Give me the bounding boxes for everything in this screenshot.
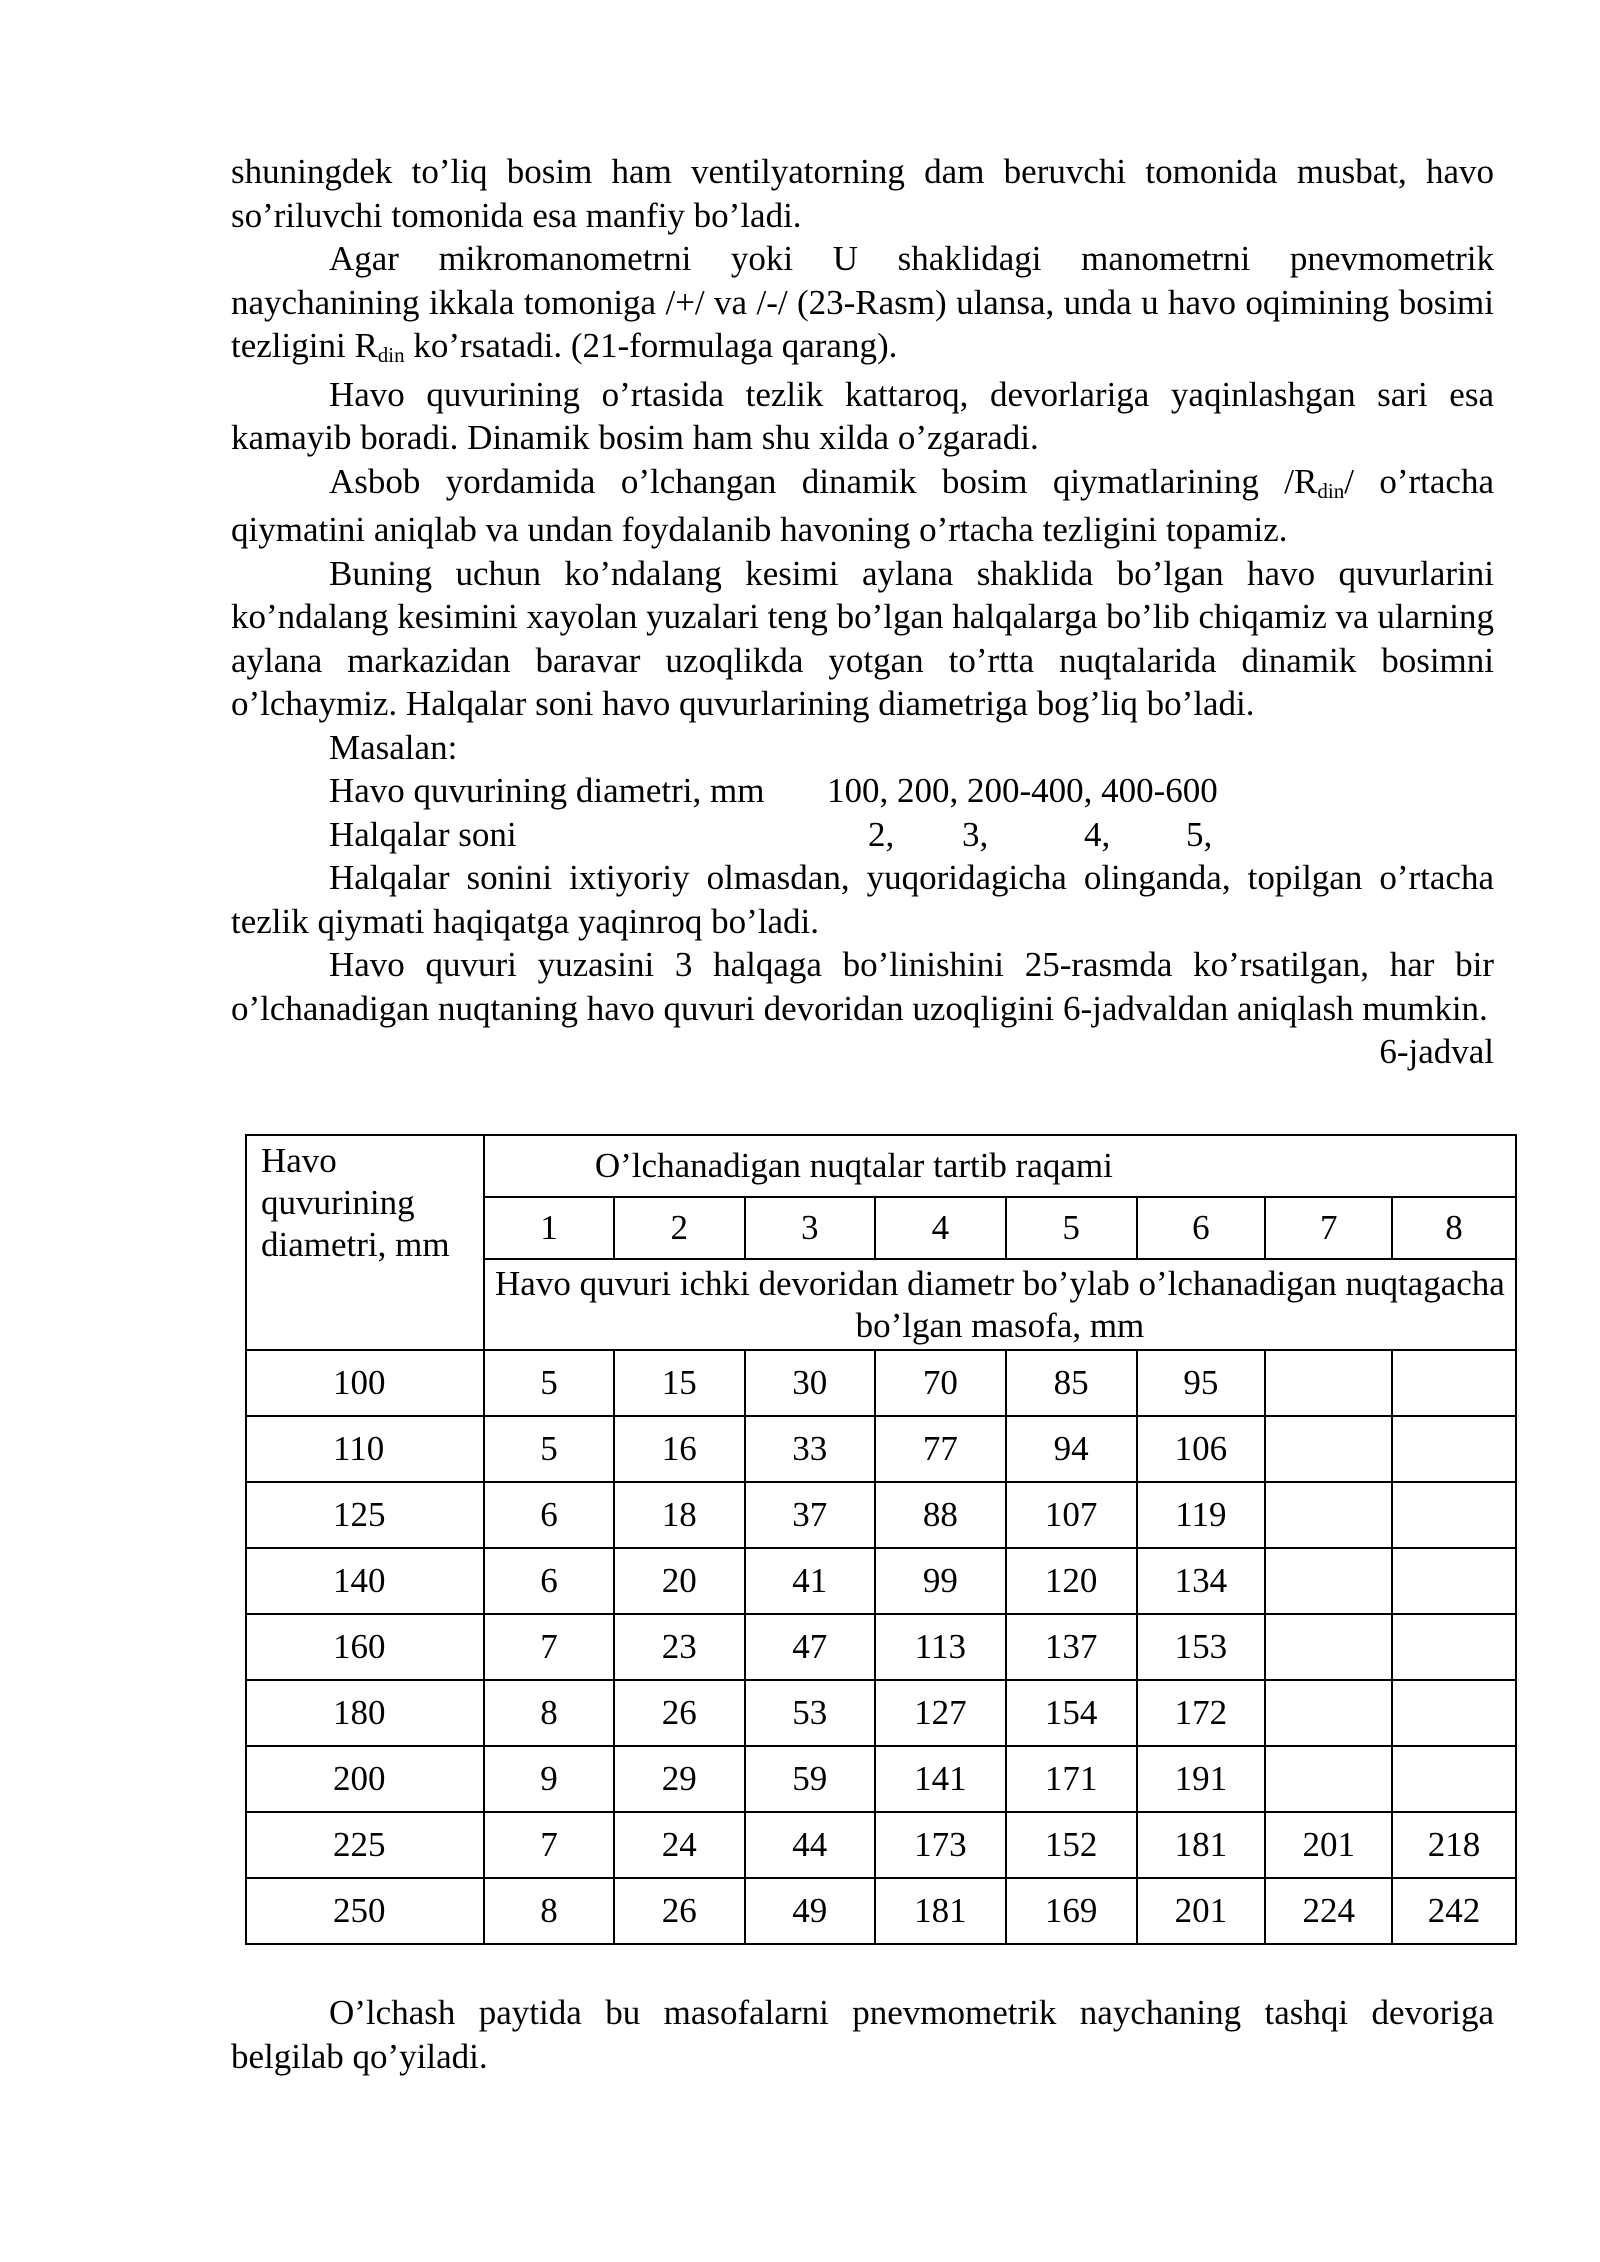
distance-cell: 224 xyxy=(1265,1878,1392,1944)
distance-cell: 20 xyxy=(614,1548,744,1614)
distance-cell: 53 xyxy=(745,1680,875,1746)
distance-cell xyxy=(1265,1350,1392,1416)
distance-cell xyxy=(1392,1614,1516,1680)
distance-cell: 23 xyxy=(614,1614,744,1680)
distance-cell: 106 xyxy=(1137,1416,1266,1482)
point-number-header: 6 xyxy=(1137,1197,1266,1259)
closing-section xyxy=(231,1991,1494,2078)
distance-cell: 5 xyxy=(484,1350,614,1416)
distance-cell: 70 xyxy=(875,1350,1006,1416)
distance-cell: 95 xyxy=(1137,1350,1266,1416)
paragraph-closing: O’lchash paytida bu masofalarni pnevmometrik naychaning tashqi devoriga belgilab qo’yiladi. xyxy=(231,1993,1494,2076)
distance-cell: 18 xyxy=(614,1482,744,1548)
point-number-header: 8 xyxy=(1392,1197,1516,1259)
table-row xyxy=(246,1812,1516,1878)
table-caption: 6-jadval xyxy=(1379,1032,1494,1071)
distance-cell xyxy=(1392,1482,1516,1548)
distance-cell xyxy=(1265,1416,1392,1482)
distance-cell: 113 xyxy=(875,1614,1006,1680)
distance-cell: 26 xyxy=(614,1680,744,1746)
distance-cell: 127 xyxy=(875,1680,1006,1746)
diameter-cell: 100 xyxy=(246,1350,484,1416)
distance-cell: 7 xyxy=(484,1614,614,1680)
table-row xyxy=(246,1548,1516,1614)
paragraph-ring-accuracy: Halqalar sonini ixtiyoriy olmasdan, yuqoridagicha olinganda, topilgan o’rtacha tezlik qiymati haqiqatga yaqinroq bo’ladi. xyxy=(231,858,1494,941)
distance-cell: 8 xyxy=(484,1680,614,1746)
subscript-din: din xyxy=(377,343,405,367)
table-row xyxy=(246,1482,1516,1548)
distance-cell xyxy=(1265,1548,1392,1614)
distance-cell: 41 xyxy=(745,1548,875,1614)
distance-cell: 120 xyxy=(1006,1548,1137,1614)
diameter-cell: 160 xyxy=(246,1614,484,1680)
point-number-group-header: O’lchanadigan nuqtalar tartib raqami xyxy=(484,1135,1516,1197)
paragraph-table-reference: Havo quvuri yuzasini 3 halqaga bo’linishini 25-rasmda ko’rsatilgan, har bir o’lchanadigan nuqtaning havo quvuri devoridan uzoqligini 6-jadvaldan aniqlash mumkin. xyxy=(231,945,1494,1028)
distance-cell: 9 xyxy=(484,1746,614,1812)
table-row xyxy=(246,1878,1516,1944)
distance-cell: 134 xyxy=(1137,1548,1266,1614)
distance-cell: 137 xyxy=(1006,1614,1137,1680)
diameter-cell: 125 xyxy=(246,1482,484,1548)
distance-cell: 119 xyxy=(1137,1482,1266,1548)
subscript-din: din xyxy=(1317,478,1345,503)
diameter-cell: 180 xyxy=(246,1680,484,1746)
distance-cell: 152 xyxy=(1006,1812,1137,1878)
distance-cell: 29 xyxy=(614,1746,744,1812)
distance-cell xyxy=(1392,1350,1516,1416)
document-page xyxy=(231,150,1494,1074)
distance-cell: 37 xyxy=(745,1482,875,1548)
distance-cell: 218 xyxy=(1392,1812,1516,1878)
distance-cell: 77 xyxy=(875,1416,1006,1482)
distance-cell: 181 xyxy=(875,1878,1006,1944)
distance-cell: 44 xyxy=(745,1812,875,1878)
distance-cell: 7 xyxy=(484,1812,614,1878)
diameter-cell: 200 xyxy=(246,1746,484,1812)
distance-cell xyxy=(1392,1746,1516,1812)
table-row xyxy=(246,1680,1516,1746)
distance-cell xyxy=(1265,1680,1392,1746)
distance-cell: 173 xyxy=(875,1812,1006,1878)
paragraph-pressure-sign: shuningdek to’liq bosim ham ventilyatorning dam beruvchi tomonida musbat, havo so’riluvchi tomonida esa manfiy bo’ladi. xyxy=(231,152,1494,235)
paragraph-rings-method: Buning uchun ko’ndalang kesimi aylana shaklida bo’lgan havo quvurlarini ko’ndalang kesimini xayolan yuzalari teng bo’lgan halqalarga bo’lib chiqamiz va ularning aylana markazidan baravar uzoqlikda yotgan to’rtta nuqtalarida dinamik bosimni o’lchaymiz. Halqalar soni havo quvurlarining diametriga bog’liq bo’ladi. xyxy=(231,553,1494,723)
table-row xyxy=(246,1614,1516,1680)
point-number-header: 3 xyxy=(745,1197,875,1259)
paragraph-mean-velocity: Asbob yordamida o’lchangan dinamik bosim qiymatlarining $/R_{din}/$ o’rtacha qiymatini aniqlab va undan foydalanib havoning o’rtacha tezligini topamiz. xyxy=(231,461,1494,549)
distance-cell xyxy=(1392,1680,1516,1746)
distance-cell: 24 xyxy=(614,1812,744,1878)
example-row-rings: Halqalar soni 2, 3, 4, 5, xyxy=(329,814,1213,854)
distance-cell: 16 xyxy=(614,1416,744,1482)
distance-cell xyxy=(1392,1416,1516,1482)
distance-cell: 242 xyxy=(1392,1878,1516,1944)
distance-cell: 85 xyxy=(1006,1350,1137,1416)
distance-cell xyxy=(1265,1614,1392,1680)
point-number-header: 1 xyxy=(484,1197,614,1259)
table-row xyxy=(246,1746,1516,1812)
point-number-header: 5 xyxy=(1006,1197,1137,1259)
distance-cell: 6 xyxy=(484,1548,614,1614)
diameter-cell: 250 xyxy=(246,1878,484,1944)
distance-cell: 6 xyxy=(484,1482,614,1548)
distance-cell: 49 xyxy=(745,1878,875,1944)
diameter-cell: 140 xyxy=(246,1548,484,1614)
distance-cell: 15 xyxy=(614,1350,744,1416)
distance-cell: 181 xyxy=(1137,1812,1266,1878)
point-number-header: 2 xyxy=(614,1197,744,1259)
paragraph-example-label: Masalan: xyxy=(329,727,458,767)
table-row xyxy=(246,1350,1516,1416)
distance-cell: 88 xyxy=(875,1482,1006,1548)
distance-cell: 94 xyxy=(1006,1416,1137,1482)
distance-cell: 33 xyxy=(745,1416,875,1482)
distance-cell xyxy=(1265,1746,1392,1812)
distance-cell: 107 xyxy=(1006,1482,1137,1548)
distance-cell: 201 xyxy=(1137,1878,1266,1944)
measurement-points-table xyxy=(245,1134,1517,1945)
distance-cell: 153 xyxy=(1137,1614,1266,1680)
distance-cell: 5 xyxy=(484,1416,614,1482)
paragraph-micromanometer: Agar mikromanometrni yoki U shaklidagi manometrni pnevmometrik naychanining ikkala tomoniga /+/ va /-/ (23-Rasm) ulansa, unda u havo oqimining bosimi tezligini $R_{din}$ ko’rsatadi. (21-formulaga qarang). xyxy=(231,239,1494,367)
distance-cell: 26 xyxy=(614,1878,744,1944)
distance-cell: 99 xyxy=(875,1548,1006,1614)
distance-cell: 169 xyxy=(1006,1878,1137,1944)
distance-cell: 201 xyxy=(1265,1812,1392,1878)
diameter-cell: 225 xyxy=(246,1812,484,1878)
paragraph-velocity-profile: Havo quvurining o’rtasida tezlik kattaroq, devorlariga yaqinlashgan sari esa kamayib boradi. Dinamik bosim ham shu xilda o’zgaradi. xyxy=(231,374,1494,457)
table-row xyxy=(246,1416,1516,1482)
distance-cell: 191 xyxy=(1137,1746,1266,1812)
distance-cell: 171 xyxy=(1006,1746,1137,1812)
point-number-header: 7 xyxy=(1265,1197,1392,1259)
example-row-diameter: Havo quvurining diametri, mm 100, 200, 200-400, 400-600 xyxy=(329,771,1218,810)
distance-sub-header: Havo quvuri ichki devoridan diametr bo’ylab o’lchanadigan nuqtagacha bo’lgan masofa, mm xyxy=(484,1259,1516,1350)
distance-cell: 59 xyxy=(745,1746,875,1812)
distance-cell: 47 xyxy=(745,1614,875,1680)
diameter-column-header: Havo quvurining diametri, mm xyxy=(246,1135,484,1350)
distance-cell: 154 xyxy=(1006,1680,1137,1746)
diameter-cell: 110 xyxy=(246,1416,484,1482)
distance-cell: 172 xyxy=(1137,1680,1266,1746)
distance-cell xyxy=(1392,1548,1516,1614)
distance-cell: 30 xyxy=(745,1350,875,1416)
distance-cell: 8 xyxy=(484,1878,614,1944)
distance-cell: 141 xyxy=(875,1746,1006,1812)
point-number-header: 4 xyxy=(875,1197,1006,1259)
distance-cell xyxy=(1265,1482,1392,1548)
